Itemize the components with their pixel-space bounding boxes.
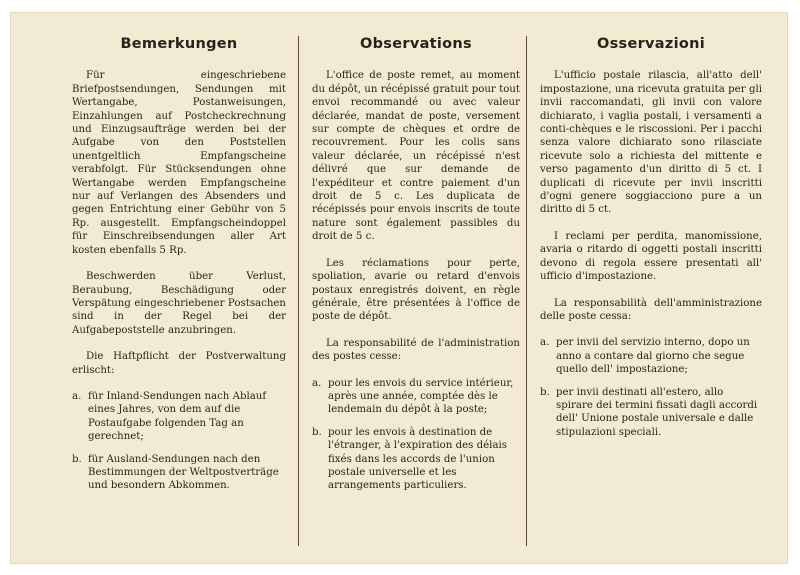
list-item-b-italian: [540, 386, 762, 440]
paragraph-liability-italian: La responsabilità dell'amministrazione delle poste cessa:: [540, 297, 762, 322]
title-french: Observations: [360, 36, 472, 52]
list-item-b-german: [72, 453, 286, 493]
paragraph-complaints-german: Beschwerden über Verlust, Beraubung, Beschädigung oder Verspätung eingeschriebener Postsachen sind in der Regel bei der Aufgabepoststelle anzubringen.: [72, 271, 286, 336]
column-divider-right: [526, 36, 527, 546]
list-label-a: a.: [312, 377, 322, 389]
list-text-a: per invii del servizio interno, dopo un anno a contare dal giorno che segue quello dell' impostazione;: [556, 337, 750, 376]
list-text-b: für Ausland-Sendungen nach den Bestimmungen der Weltpostverträge und besondern Abkommen.: [88, 453, 279, 492]
paragraph-receipts-french: L'office de poste remet, au moment du dépôt, un récépissé gratuit pour tout envoi recommandé ou avec valeur déclarée, mandat de poste, versement sur compte de chèques et ordre de recouvrement. Pour les colis sans valeur déclarée, un récépissé n'est délivré que sur demande de l'expéditeur et contre paiement d'un droit de 5 c. Les duplicata de récépissés pour envois inscrits de toute nature sont également passibles du droit de 5 c.: [312, 70, 520, 243]
column-french: [312, 38, 520, 548]
list-item-a-french: [312, 377, 520, 417]
list-label-b: b.: [72, 453, 82, 465]
list-label-b: b.: [540, 386, 550, 398]
list-label-a: a.: [72, 390, 82, 402]
document-sheet: [10, 12, 788, 564]
list-item-a-italian: [540, 336, 762, 376]
paragraph-complaints-italian: I reclami per perdita, manomissione, avaria o ritardo di oggetti postali inscritti devono di regola essere presentati all' ufficio d'impostazione.: [540, 230, 762, 283]
paragraph-complaints-french: Les réclamations pour perte, spoliation, avarie ou retard d'envois postaux enregistrés doivent, en règle générale, être présentées à l'office de poste de dépôt.: [312, 257, 520, 323]
paragraph-liability-german: Die Haftpflicht der Postverwaltung erlischt:: [72, 351, 286, 376]
column-german: [72, 38, 286, 548]
list-label-b: b.: [312, 426, 322, 438]
list-text-a: pour les envois du service intérieur, après une année, comptée dès le lendemain du dépôt à la poste;: [328, 377, 514, 416]
title-german: Bemerkungen: [120, 36, 238, 52]
paragraph-liability-french: La responsabilité de l'administration des postes cesse:: [312, 337, 520, 363]
list-text-b: per invii destinati all'estero, allo spirare dei termini fissati dagli accordi dell' Unione postale universale e dalle stipulazioni speciali.: [556, 386, 758, 438]
list-item-a-german: [72, 390, 286, 444]
list-text-a: für Inland-Sendungen nach Ablauf eines Jahres, von dem auf die Postaufgabe folgenden Tag an gerechnet;: [88, 390, 267, 443]
paragraph-receipts-italian: L'ufficio postale rilascia, all'atto dell' impostazione, una ricevuta gratuita per gli invii raccomandati, gli invii con valore dichiarato, i vaglia postali, i versamenti a conti-chèques e le riscossioni. Per i pacchi senza valore dichiarato sono rilasciate ricevute solo a richiesta del mittente e verso pagamento d'un diritto di 5 ct. I duplicati di ricevute per invii inscritti d'ogni genere soggiacciono pure a un diritto di 5 ct.: [540, 70, 762, 216]
title-italian: Osservazioni: [596, 36, 706, 52]
column-italian: [540, 38, 762, 548]
list-item-b-french: [312, 426, 520, 493]
column-divider-left: [298, 36, 299, 546]
paragraph-receipts-german: Für eingeschriebene Briefpostsendungen, Sendungen mit Wertangabe, Postanweisungen, Einzahlungen auf Postcheckrechnung und Einzugsaufträge werden bei der Aufgabe von den Poststellen unentgeltlich Empfangscheine verabfolgt. Für Stücksendungen ohne Wertangabe werden Empfangscheine nur auf Verlangen des Absenders und gegen Entrichtung einer Gebühr von 5 Rp. ausgestellt. Empfangscheindoppel für Einschreibsendungen aller Art kosten ebenfalls 5 Rp.: [72, 70, 286, 256]
list-label-a: a.: [540, 337, 550, 349]
list-text-b: pour les envois à destination de l'étranger, à l'expiration des délais fixés dans les accords de l'union postale universelle et les arrangements particuliers.: [328, 426, 508, 492]
